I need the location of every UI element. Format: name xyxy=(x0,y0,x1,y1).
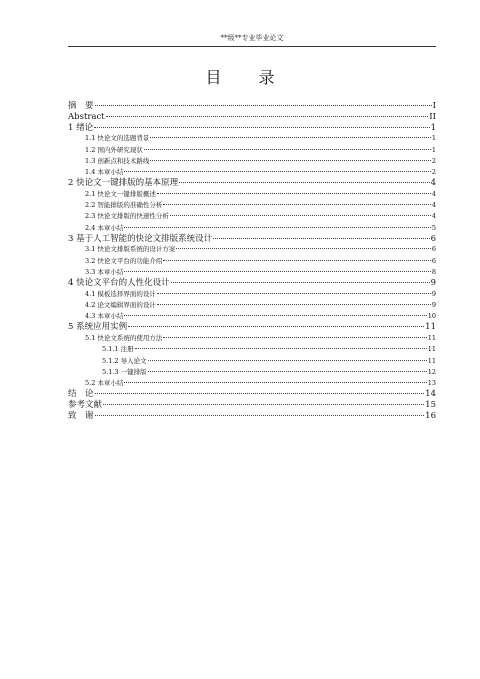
toc-entry-label: 3.1 快论文排版系统的设计方案 xyxy=(85,245,176,254)
toc-dot-leader xyxy=(213,238,429,239)
toc-entry-page: 11 xyxy=(427,345,436,354)
toc-entry-label: 4 快论文平台的人性化设计 xyxy=(68,278,170,289)
toc-dot-leader xyxy=(176,248,430,249)
toc-entry-page: 10 xyxy=(427,312,436,321)
toc-dot-leader xyxy=(157,304,431,305)
toc-entry-page: 4 xyxy=(430,178,436,189)
toc-entry-page: 11 xyxy=(425,322,436,333)
toc-entry[interactable] xyxy=(68,333,436,344)
toc-entry-label: 1.3 创新点和技术路线 xyxy=(85,156,150,165)
toc-entry-label: 5.1.1 注册 xyxy=(102,345,134,354)
toc-entry-page: 4 xyxy=(431,212,436,221)
toc-entry-page: 1 xyxy=(431,145,436,154)
toc-entry-page: 8 xyxy=(431,267,436,276)
toc-entry-label: 参考文献 xyxy=(68,399,103,410)
toc-dot-leader xyxy=(163,204,430,205)
toc-entry[interactable] xyxy=(68,400,436,411)
toc-entry[interactable] xyxy=(68,167,436,178)
toc-entry[interactable] xyxy=(68,367,436,378)
toc-entry[interactable] xyxy=(68,200,436,211)
toc-dot-leader xyxy=(163,337,426,338)
toc-entry[interactable] xyxy=(68,278,436,289)
toc-dot-leader xyxy=(150,137,430,138)
toc-entry[interactable] xyxy=(68,133,436,144)
toc-entry-label: 4.3 本章小结 xyxy=(85,312,124,321)
toc-entry-label: 1.1 快论文的选题背景 xyxy=(85,134,150,143)
toc-dot-leader xyxy=(179,182,429,183)
toc-entry-label: 2.1 快论文一键排版概述 xyxy=(85,189,156,198)
toc-entry-label: 5.1.3 一键排版 xyxy=(102,367,147,376)
toc-entry-label: 1.2 国内外研究现状 xyxy=(85,145,143,154)
toc-dot-leader xyxy=(163,260,430,261)
toc-entry[interactable] xyxy=(68,311,436,322)
toc-entry[interactable] xyxy=(68,123,436,134)
toc-entry-page: 6 xyxy=(431,245,436,254)
toc-entry-page: 2 xyxy=(431,156,436,165)
toc-dot-leader xyxy=(128,326,424,327)
toc-entry-page: 15 xyxy=(425,399,436,410)
toc-entry[interactable] xyxy=(68,244,436,255)
toc-dot-leader xyxy=(106,116,429,117)
toc-entry[interactable] xyxy=(68,234,436,245)
toc-entry-label: 4.1 模板选择界面的设计 xyxy=(85,289,156,298)
toc-entry[interactable] xyxy=(68,256,436,267)
toc-entry-label: 1 绪论 xyxy=(68,122,94,133)
toc-dot-leader xyxy=(95,393,425,394)
table-of-contents xyxy=(68,101,436,422)
header-rule xyxy=(68,46,436,47)
toc-entry-label: 2.3 快论文排版的快速性分析 xyxy=(85,212,169,221)
toc-dot-leader xyxy=(170,215,431,216)
toc-entry-label: 3 基于人工智能的快论文排版系统设计 xyxy=(68,233,213,244)
toc-entry-label: 5.2 本章小结 xyxy=(85,378,124,387)
toc-entry[interactable] xyxy=(68,145,436,156)
toc-entry-page: 9 xyxy=(431,301,436,310)
toc-dot-leader xyxy=(148,371,427,372)
toc-dot-leader xyxy=(150,160,430,161)
toc-entry-label: Abstract xyxy=(68,111,105,122)
toc-entry[interactable] xyxy=(68,378,436,389)
toc-dot-leader xyxy=(124,315,426,316)
toc-entry[interactable] xyxy=(68,267,436,278)
toc-entry-page: 1 xyxy=(431,134,436,143)
toc-dot-leader xyxy=(124,271,430,272)
toc-dot-leader xyxy=(124,171,430,172)
toc-entry-label: 2.4 本章小结 xyxy=(85,223,124,232)
toc-entry-page: 6 xyxy=(431,256,436,265)
toc-dot-leader xyxy=(94,127,429,128)
toc-entry-label: 1.4 本章小结 xyxy=(85,167,124,176)
toc-entry-page: I xyxy=(432,101,436,111)
toc-dot-leader xyxy=(157,293,431,294)
toc-entry-page: 4 xyxy=(431,189,436,198)
toc-entry[interactable] xyxy=(68,112,436,123)
toc-dot-leader xyxy=(95,105,432,106)
toc-entry-label: 结 论 xyxy=(68,389,94,400)
toc-entry-label: 5 系统应用实例 xyxy=(68,322,128,333)
toc-entry-page: 12 xyxy=(427,367,436,376)
toc-dot-leader xyxy=(124,227,430,228)
toc-dot-leader xyxy=(157,193,431,194)
toc-entry-page: 9 xyxy=(430,278,436,289)
toc-entry-page: 13 xyxy=(427,378,436,387)
toc-entry[interactable] xyxy=(68,344,436,355)
toc-dot-leader xyxy=(103,404,424,405)
toc-entry-label: 2 快论文一键排版的基本原理 xyxy=(68,178,179,189)
toc-title: 目 录 xyxy=(205,68,291,87)
toc-entry-page: 16 xyxy=(425,410,436,421)
toc-dot-leader xyxy=(124,382,426,383)
toc-dot-leader xyxy=(171,282,430,283)
toc-entry-label: 致 谢 xyxy=(68,410,94,421)
toc-entry[interactable] xyxy=(68,300,436,311)
toc-dot-leader xyxy=(135,348,427,349)
toc-entry[interactable] xyxy=(68,178,436,189)
toc-entry-page: 11 xyxy=(427,334,436,343)
toc-entry-page: 2 xyxy=(431,167,436,176)
toc-entry[interactable] xyxy=(68,411,436,422)
toc-entry-page: 14 xyxy=(425,389,436,400)
toc-entry[interactable] xyxy=(68,189,436,200)
toc-entry-label: 3.2 快论文平台的功能介绍 xyxy=(85,256,163,265)
toc-entry-page: 9 xyxy=(431,289,436,298)
toc-entry[interactable] xyxy=(68,289,436,300)
toc-entry[interactable] xyxy=(68,389,436,400)
toc-entry[interactable] xyxy=(68,101,436,112)
toc-entry-label: 5.1.2 导入论文 xyxy=(102,356,147,365)
toc-entry-label: 4.2 论文编辑界面的设计 xyxy=(85,301,156,310)
toc-entry[interactable] xyxy=(68,322,436,333)
toc-entry[interactable] xyxy=(68,223,436,234)
toc-entry-page: 4 xyxy=(431,201,436,210)
toc-entry-label: 2.2 智能排版的准确性分析 xyxy=(85,201,163,210)
toc-entry-page: 6 xyxy=(430,233,436,244)
toc-entry-page: II xyxy=(429,111,436,122)
page-header: **级**专业毕业论文 xyxy=(220,34,284,42)
toc-entry-page: 1 xyxy=(430,122,436,133)
toc-entry-page: 11 xyxy=(427,356,436,365)
toc-entry-label: 5.1 快论文系统的使用方法 xyxy=(85,334,163,343)
toc-entry-page: 5 xyxy=(431,223,436,232)
toc-entry[interactable] xyxy=(68,356,436,367)
toc-entry[interactable] xyxy=(68,211,436,222)
toc-entry-label: 3.3 本章小结 xyxy=(85,267,124,276)
toc-dot-leader xyxy=(148,360,427,361)
toc-dot-leader xyxy=(144,149,431,150)
toc-entry[interactable] xyxy=(68,156,436,167)
toc-entry-label: 摘 要 xyxy=(68,101,94,111)
toc-dot-leader xyxy=(95,415,425,416)
